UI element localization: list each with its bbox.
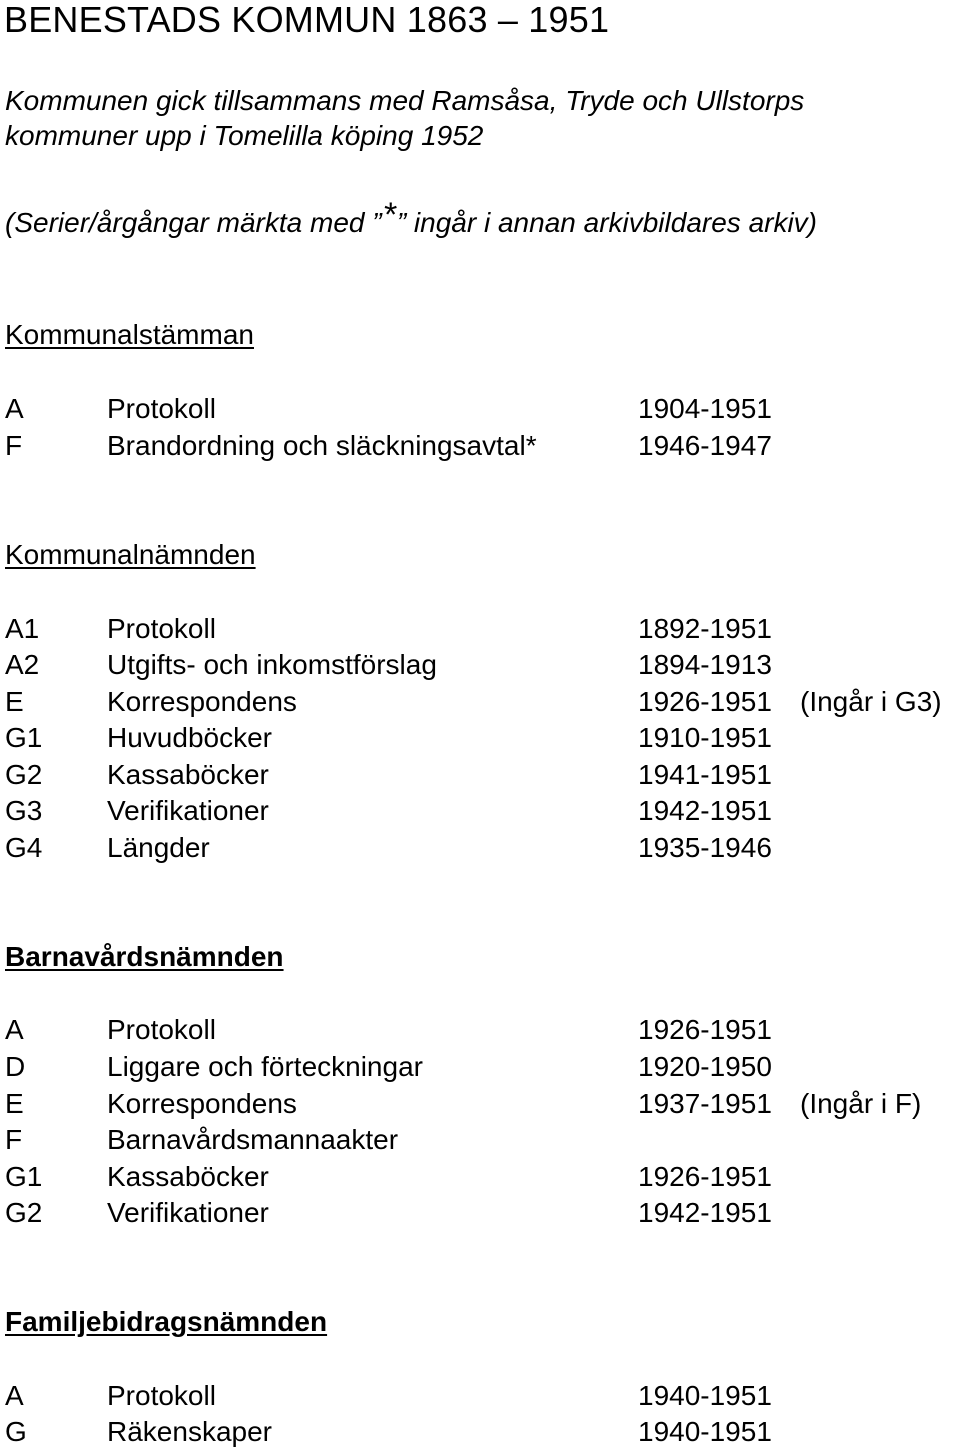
series-years: 1937-1951 bbox=[638, 1088, 772, 1119]
table-row bbox=[0, 611, 960, 647]
series-code: D bbox=[5, 1051, 26, 1082]
table-row bbox=[0, 830, 960, 866]
table-row bbox=[0, 757, 960, 793]
table-row bbox=[0, 1159, 960, 1195]
series-description: Brandordning och släckningsavtal* bbox=[107, 430, 537, 461]
series-years: 1942-1951 bbox=[638, 795, 772, 826]
table-row bbox=[0, 1012, 960, 1048]
table-row bbox=[0, 1049, 960, 1085]
series-code: E bbox=[5, 686, 24, 717]
table-row bbox=[0, 1414, 960, 1450]
document-title: BENESTADS KOMMUN 1863 – 1951 bbox=[4, 0, 610, 40]
series-description: Protokoll bbox=[107, 613, 216, 644]
series-note: (Ingår i F) bbox=[800, 1088, 922, 1119]
series-note bbox=[5, 196, 818, 243]
series-description: Barnavårdsmannaakter bbox=[107, 1124, 399, 1155]
series-description: Kassaböcker bbox=[107, 1161, 269, 1192]
note-star: * bbox=[382, 196, 396, 234]
section-heading-kommunalstamman: Kommunalstämman bbox=[5, 319, 254, 350]
series-years: 1892-1951 bbox=[638, 613, 772, 644]
series-code: A1 bbox=[5, 613, 40, 644]
series-years: 1920-1950 bbox=[638, 1051, 772, 1082]
table-row bbox=[0, 647, 960, 683]
series-years: 1926-1951 bbox=[638, 1161, 772, 1192]
series-years: 1894-1913 bbox=[638, 649, 772, 680]
series-years: 1942-1951 bbox=[638, 1197, 772, 1228]
note-quote-close: ” bbox=[396, 207, 407, 238]
table-row bbox=[0, 684, 960, 720]
series-description: Protokoll bbox=[107, 1014, 216, 1045]
series-code: A bbox=[5, 1380, 24, 1411]
intro-line-1: Kommunen gick tillsammans med Ramsåsa, Tryde och Ullstorps bbox=[5, 85, 805, 116]
series-description: Kassaböcker bbox=[107, 759, 269, 790]
series-description: Huvudböcker bbox=[107, 722, 272, 753]
series-years: 1926-1951 bbox=[638, 1014, 772, 1045]
section-heading-barnavardsnamnden: Barnavårdsnämnden bbox=[5, 941, 284, 972]
series-code: G4 bbox=[5, 832, 43, 863]
series-years: 1910-1951 bbox=[638, 722, 772, 753]
section-heading-familjebidragsnamnden: Familjebidragsnämnden bbox=[5, 1306, 328, 1337]
series-description: Längder bbox=[107, 832, 210, 863]
series-description: Protokoll bbox=[107, 1380, 216, 1411]
note-text-after: ingår i annan arkivbildares arkiv) bbox=[406, 207, 818, 238]
table-row bbox=[0, 1086, 960, 1122]
series-code: G2 bbox=[5, 759, 43, 790]
series-years: 1946-1947 bbox=[638, 430, 772, 461]
table-row bbox=[0, 1378, 960, 1414]
series-years: 1926-1951 bbox=[638, 686, 772, 717]
series-description: Protokoll bbox=[107, 393, 216, 424]
series-code: F bbox=[5, 1124, 23, 1155]
intro-line-2: kommuner upp i Tomelilla köping 1952 bbox=[5, 120, 484, 151]
note-text-before: (Serier/årgångar märkta med bbox=[5, 207, 373, 238]
series-description: Verifikationer bbox=[107, 1197, 269, 1228]
table-row bbox=[0, 1195, 960, 1231]
table-row bbox=[0, 720, 960, 756]
series-code: A bbox=[5, 1014, 24, 1045]
series-years: 1941-1951 bbox=[638, 759, 772, 790]
series-years: 1940-1951 bbox=[638, 1380, 772, 1411]
series-description: Verifikationer bbox=[107, 795, 269, 826]
series-description: Utgifts- och inkomstförslag bbox=[107, 649, 437, 680]
table-row bbox=[0, 1122, 960, 1158]
series-code: G2 bbox=[5, 1197, 43, 1228]
table-row bbox=[0, 428, 960, 464]
series-code: A bbox=[5, 393, 24, 424]
series-code: G3 bbox=[5, 795, 43, 826]
table-row bbox=[0, 793, 960, 829]
table-row bbox=[0, 391, 960, 427]
series-description: Räkenskaper bbox=[107, 1416, 272, 1447]
series-years: 1904-1951 bbox=[638, 393, 772, 424]
series-note: (Ingår i G3) bbox=[800, 686, 942, 717]
series-description: Korrespondens bbox=[107, 1088, 297, 1119]
series-years: 1940-1951 bbox=[638, 1416, 772, 1447]
series-code: F bbox=[5, 430, 23, 461]
series-code: E bbox=[5, 1088, 24, 1119]
series-code: G bbox=[5, 1416, 27, 1447]
series-code: G1 bbox=[5, 1161, 43, 1192]
series-description: Korrespondens bbox=[107, 686, 297, 717]
series-description: Liggare och förteckningar bbox=[107, 1051, 423, 1082]
series-years: 1935-1946 bbox=[638, 832, 772, 863]
note-quote-open: ” bbox=[372, 207, 382, 238]
section-heading-kommunalnamnden: Kommunalnämnden bbox=[5, 539, 256, 570]
series-code: G1 bbox=[5, 722, 43, 753]
series-code: A2 bbox=[5, 649, 40, 680]
